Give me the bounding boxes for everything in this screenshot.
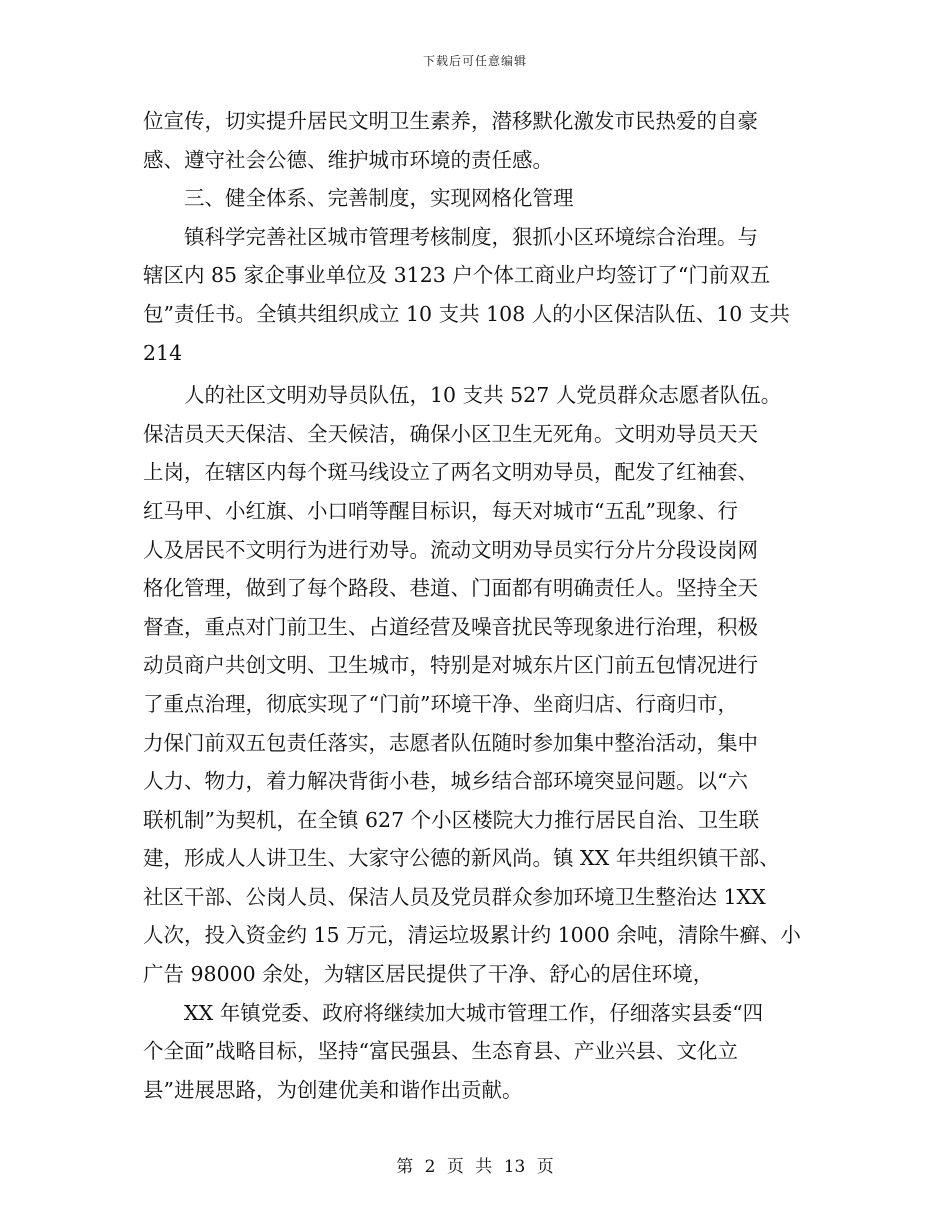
text-line: 力保门前双五包责任落实，志愿者队伍随时参加集中整治活动，集中 [143,730,758,755]
text-line: 镇科学完善社区城市管理考核制度，狠抓小区环境综合治理。与 [184,224,758,249]
text-line: 社区干部、公岗人员、保洁人员及党员群众参加环境卫生整治达 1XX [143,884,766,909]
page-header: 下载后可任意编辑 [422,54,527,68]
text-line: 县”进展思路，为创建优美和谐作出贡献。 [143,1077,523,1102]
text-line: 人及居民不文明行为进行劝导。流动文明劝导员实行分片分段设岗网 [143,537,758,562]
text-line: 个全面”战略目标，坚持“富民强县、生态育县、产业兴县、文化立 [143,1039,738,1064]
text-line: 位宣传，切实提升居民文明卫生素养，潜移默化激发市民热爱的自豪 [143,109,758,133]
text-line: 督查，重点对门前卫生、占道经营及噪音扰民等现象进行治理，积极 [143,614,758,639]
text-line: 格化管理，做到了每个路段、巷道、门面都有明确责任人。坚持全天 [143,576,758,601]
document-body [143,102,808,1109]
text-line: 人的社区文明劝导员队伍，10 支共 527 人党员群众志愿者队伍。 [184,383,782,408]
text-line: 建，形成人人讲卫生、大家守公德的新风尚。镇 XX 年共组织镇干部、 [143,846,780,871]
text-line: 动员商户共创文明、卫生城市，特别是对城东片区门前五包情况进行 [143,653,758,678]
text-line: 三、健全体系、完善制度，实现网格化管理 [184,186,574,211]
text-line: 包”责任书。全镇共组织成立 10 支共 108 人的小区保洁队伍、10 支共 [143,301,790,326]
text-line: 辖区内 85 家企事业单位及 3123 户个体工商业户均签订了“门前双五 [143,263,771,288]
page-footer: 第 2 页 共 13 页 [396,1157,554,1177]
text-line: 红马甲、小红旗、小口哨等醒目标识，每天对城市“五乱”现象、行 [143,498,738,523]
text-line: 人力、物力，着力解决背街小巷，城乡结合部环境突显问题。以“六 [143,769,748,794]
text-line: XX 年镇党委、政府将继续加大城市管理工作，仔细落实县委“四 [184,1000,764,1025]
text-line: 感、遵守社会公德、维护城市环境的责任感。 [143,147,553,172]
text-line: 上岗，在辖区内每个斑马线设立了两名文明劝导员，配发了红袖套、 [143,460,758,485]
text-line: 人次，投入资金约 15 万元，清运垃圾累计约 1000 余吨，清除牛癣、小 [143,923,801,948]
text-line: 214 [143,340,183,365]
text-line: 了重点治理，彻底实现了“门前”环境干净、坐商归店、行商归市， [143,691,738,716]
text-line: 广告 98000 余处，为辖区居民提供了干净、舒心的居住环境， [143,962,714,987]
text-line: 联机制”为契机，在全镇 627 个小区楼院大力推行居民自治、卫生联 [143,807,760,832]
text-line: 保洁员天天保洁、全天候洁，确保小区卫生无死角。文明劝导员天天 [143,421,758,446]
